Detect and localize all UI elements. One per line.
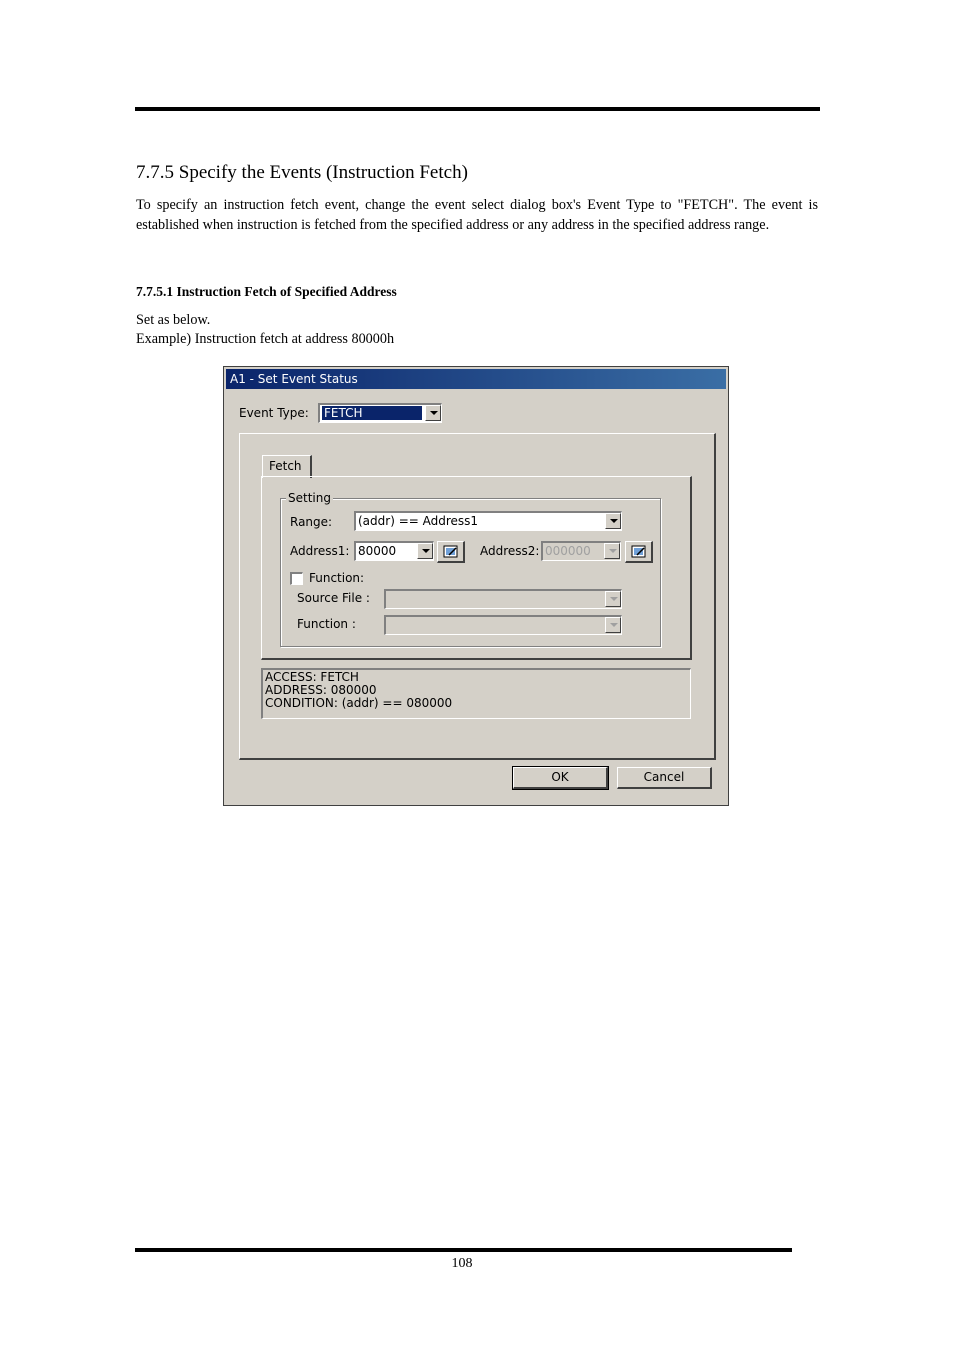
chevron-down-icon[interactable] xyxy=(605,513,621,529)
address2-label: Address2: xyxy=(480,544,540,558)
function-checkbox[interactable] xyxy=(290,572,303,585)
event-type-value: FETCH xyxy=(322,406,422,420)
footer-rule xyxy=(135,1248,792,1252)
function-dropdown[interactable] xyxy=(384,615,622,635)
address1-label: Address1: xyxy=(290,544,350,558)
range-value: (addr) == Address1 xyxy=(358,514,479,528)
browse-symbol-icon xyxy=(631,545,647,559)
cancel-button[interactable]: Cancel xyxy=(617,767,712,789)
address1-value: 80000 xyxy=(358,544,397,558)
page-number: 108 xyxy=(451,1256,473,1271)
ok-button[interactable]: OK xyxy=(513,767,608,789)
event-type-dropdown[interactable] xyxy=(318,403,442,423)
browse-symbol-icon xyxy=(443,545,459,559)
chevron-down-icon[interactable] xyxy=(605,591,621,607)
event-type-label: Event Type: xyxy=(239,406,309,420)
subsection-heading: 7.7.5.1 Instruction Fetch of Specified Address xyxy=(136,284,397,299)
function-label: Function : xyxy=(297,617,356,631)
address1-combo[interactable] xyxy=(354,541,434,561)
section-heading: 7.7.5 Specify the Events (Instruction Fetch) xyxy=(136,162,468,183)
condition-info-box xyxy=(261,668,691,719)
chevron-down-icon[interactable] xyxy=(425,405,441,421)
set-event-status-dialog xyxy=(223,366,729,806)
address2-value: 000000 xyxy=(545,544,591,558)
source-file-label: Source File : xyxy=(297,591,370,605)
dialog-title: A1 - Set Event Status xyxy=(226,369,726,389)
info-address: ADDRESS: 080000 xyxy=(265,683,377,697)
info-access: ACCESS: FETCH xyxy=(265,670,359,684)
info-condition: CONDITION: (addr) == 080000 xyxy=(265,696,453,710)
setting-group-title: Setting xyxy=(288,491,331,505)
example-line: Example) Instruction fetch at address 80000h xyxy=(136,331,395,347)
source-file-dropdown[interactable] xyxy=(384,589,622,609)
header-rule xyxy=(135,107,820,111)
instruction-line: Set as below. xyxy=(136,312,211,328)
address1-browse-button[interactable] xyxy=(437,541,465,563)
address2-browse-button[interactable] xyxy=(625,541,653,563)
range-dropdown[interactable] xyxy=(354,511,622,531)
chevron-down-icon[interactable] xyxy=(605,617,621,633)
chevron-down-icon[interactable] xyxy=(417,543,433,559)
chevron-down-icon[interactable] xyxy=(604,543,620,559)
range-label: Range: xyxy=(290,515,333,529)
address2-combo[interactable] xyxy=(541,541,621,561)
function-checkbox-label: Function: xyxy=(309,571,365,585)
section-body: To specify an instruction fetch event, change the event select dialog box's Event Type to "FETCH". The event is established when instruction is fetched from the specified address or any address in the specified address range. xyxy=(136,197,818,233)
tab-fetch[interactable]: Fetch xyxy=(262,455,312,478)
